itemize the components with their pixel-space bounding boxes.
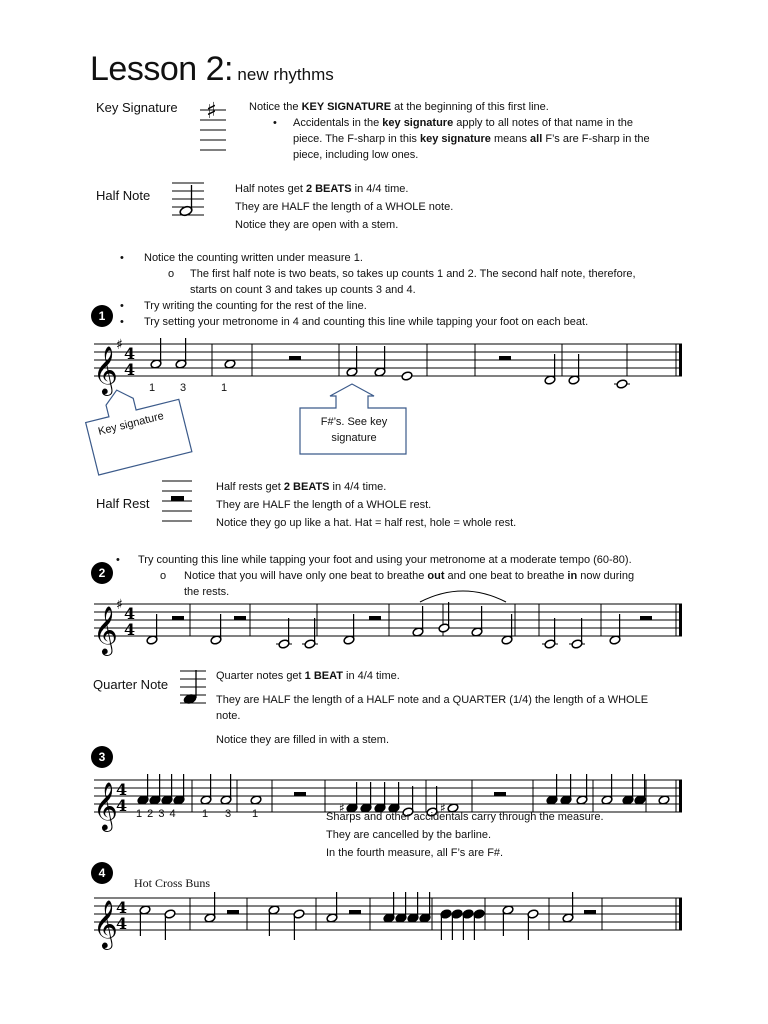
half-rest xyxy=(234,616,246,620)
half-rest-line2: They are HALF the length of a WHOLE rest. xyxy=(216,499,432,511)
quarter-note-text xyxy=(216,668,666,748)
line3-count-1234: 1 2 3 4 xyxy=(136,808,176,820)
half-note-line1: Half notes get 2 BEATS in 4/4 time. xyxy=(235,183,409,195)
half-rest xyxy=(369,616,381,620)
half-rest xyxy=(494,792,506,796)
half-rest xyxy=(499,356,511,360)
notes-bullet1: • Notice the counting written under measure 1. xyxy=(120,252,363,264)
title-main: Lesson 2: xyxy=(90,50,233,88)
quarter-note-line3: Notice they are filled in with a stem. xyxy=(216,734,390,746)
half-rest xyxy=(172,616,184,620)
page-title xyxy=(90,50,334,89)
half-note-line2: They are HALF the length of a WHOLE note. xyxy=(235,201,454,213)
treble-clef: 𝄞 xyxy=(93,899,118,948)
quarter-note-line1: Quarter notes get 1 BEAT in 4/4 time. xyxy=(216,670,400,682)
line1-number-badge: 1 xyxy=(91,305,113,327)
time-signature-bottom: 4 xyxy=(116,796,128,815)
line2-sub-cont: the rests. xyxy=(184,586,230,598)
half-rest xyxy=(227,910,239,914)
svg-text:♯: ♯ xyxy=(206,99,217,124)
line3-note1: Sharps and other accidentals carry through the measure. xyxy=(326,811,604,823)
line2-bullet: • Try counting this line while tapping your foot and using your metronome at a moderate tempo (60-80). xyxy=(116,554,632,566)
treble-clef: 𝄞 xyxy=(93,605,118,654)
half-rest xyxy=(584,910,596,914)
half-note-text xyxy=(235,180,453,234)
quarter-note-label: Quarter Note xyxy=(93,677,169,692)
half-rest xyxy=(294,792,306,796)
line2-sub: o Notice that you will have only one beat to breathe out and one beat to breathe in now during xyxy=(160,570,635,582)
line2-instructions xyxy=(116,552,676,600)
key-sharp: ♯ xyxy=(116,337,123,353)
key-signature-line1: Notice the KEY SIGNATURE at the beginning of this first line. xyxy=(249,101,549,113)
treble-clef: 𝄞 xyxy=(93,345,118,394)
accidental-sharp: ♯ xyxy=(440,801,446,815)
whole-note xyxy=(616,379,628,389)
counting-notes xyxy=(120,250,680,330)
time-signature-bottom: 4 xyxy=(124,360,136,379)
line4-number-badge: 4 xyxy=(91,862,113,884)
half-rest-icon xyxy=(162,478,196,526)
half-rest-line1: Half rests get 2 BEATS in 4/4 time. xyxy=(216,481,387,493)
key-signature-text xyxy=(249,99,669,163)
time-signature-top: 4 xyxy=(124,604,136,623)
whole-note xyxy=(401,371,413,381)
half-note-line3: Notice they are open with a stem. xyxy=(235,219,399,231)
quarter-note-icon xyxy=(180,668,210,712)
key-sharp: ♯ xyxy=(116,597,123,613)
key-signature-icon xyxy=(200,98,230,152)
key-signature-label: Key Signature xyxy=(96,100,178,115)
treble-clef: 𝄞 xyxy=(93,781,118,830)
line3-number-badge: 3 xyxy=(91,746,113,768)
line3-note2: They are cancelled by the barline. xyxy=(326,829,492,841)
half-rest xyxy=(349,910,361,914)
half-note-icon xyxy=(172,180,206,220)
line3-note3: In the fourth measure, all F’s are F#. xyxy=(326,847,504,859)
notes-bullet2: • Try writing the counting for the rest of the line. xyxy=(120,300,367,312)
line1-count-1: 1 xyxy=(149,382,156,394)
staff-line-2 xyxy=(90,597,690,654)
line1-count-1b: 1 xyxy=(221,382,228,394)
quarter-note-line2b: note. xyxy=(216,710,241,722)
notes-sub1: o The first half note is two beats, so takes up counts 1 and 2. The second half note, therefore, starts on count 3 and takes up counts 3 and 4. xyxy=(168,268,636,296)
half-note-label: Half Note xyxy=(96,188,151,203)
title-sub: new rhythms xyxy=(237,65,334,84)
song-title: Hot Cross Buns xyxy=(134,876,211,890)
half-rest-text xyxy=(216,478,516,532)
time-signature-top: 4 xyxy=(116,898,128,917)
half-rest-line3: Notice they go up like a hat. Hat = half rest, hole = whole rest. xyxy=(216,517,517,529)
time-signature-top: 4 xyxy=(116,780,128,799)
key-signature-bullet: • Accidentals in the key signature apply to all notes of that name in the piece. The F-sharp in this key signature means all F’s are F-sharp in the piece, including low ones. xyxy=(273,117,650,161)
line3-notes xyxy=(326,808,604,862)
quarter-note-line2: They are HALF the length of a HALF note and a QUARTER (1/4) the length of a WHOLE xyxy=(216,694,649,706)
line2-number-badge: 2 xyxy=(91,562,113,584)
half-rest-label: Half Rest xyxy=(96,496,150,511)
fsharp-callout-text: F#’s. See key signature xyxy=(320,416,388,444)
accidental-sharp: ♯ xyxy=(339,801,345,815)
line1-count-3: 3 xyxy=(180,382,187,394)
time-signature-bottom: 4 xyxy=(116,914,128,933)
time-signature-bottom: 4 xyxy=(124,620,136,639)
line3-count-1b: 1 xyxy=(252,808,259,820)
line3-count-1: 1 xyxy=(202,808,209,820)
line3-count-3: 3 xyxy=(225,808,232,820)
key-signature-callout-text: Key signature xyxy=(96,410,166,438)
staff-line-4 xyxy=(90,894,690,948)
half-rest xyxy=(640,616,652,620)
time-signature-top: 4 xyxy=(124,344,136,363)
staff-line-1 xyxy=(90,337,690,394)
half-rest xyxy=(289,356,301,360)
notes-bullet3: • Try setting your metronome in 4 and counting this line while tapping your foot on each beat. xyxy=(120,316,589,328)
